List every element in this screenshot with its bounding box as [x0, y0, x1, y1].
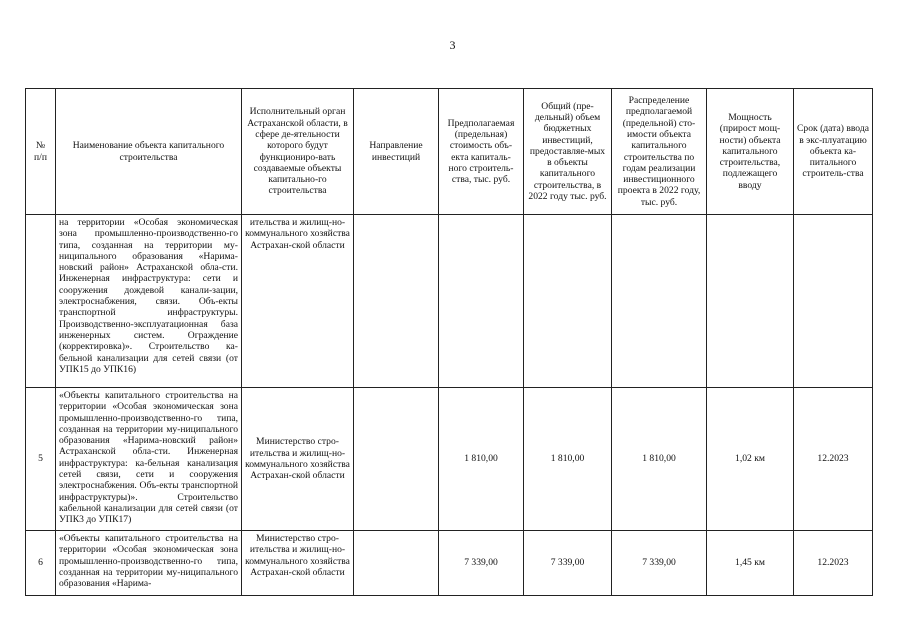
cost-distribution: 7 339,00: [612, 531, 707, 596]
table-row: [26, 215, 873, 388]
capacity: 1,45 км: [707, 531, 794, 596]
object-name: «Объекты капитального строительства на территории «Особая экономическая зона промышленно-производственно-го типа, созданная на территории му-ниципального образования «Нарима-новский район» Астраханской обла-сти. Инженерная инфраструктура: ка-бельная канализация сетей связи, сети и сооружения электроснабжения. Объ-екты транспортной инфраструктуры)». Строительство кабельной канализации для сетей связи (от УПК3 до УПК17): [56, 388, 242, 531]
commissioning-date: 12.2023: [794, 531, 873, 596]
header-name: Наименование объекта капитального строительства: [56, 89, 242, 215]
header-capacity: Мощность (прирост мощ-ности) объекта капитального строительства, подлежащего вводу: [707, 89, 794, 215]
executive-body: Министерство стро-ительства и жилищ-но-коммунального хозяйства Астрахан-ской области: [242, 388, 354, 531]
table-row: [26, 531, 873, 596]
row-num: 6: [26, 531, 56, 596]
investment-direction: [354, 531, 439, 596]
commissioning-date: 12.2023: [794, 388, 873, 531]
capital-construction-table: [25, 88, 873, 596]
header-num: № п/п: [26, 89, 56, 215]
budget-investment: 1 810,00: [524, 388, 612, 531]
estimated-cost: 1 810,00: [439, 388, 524, 531]
page-number: 3: [449, 38, 456, 52]
commissioning-date: [794, 215, 873, 388]
object-name: на территории «Особая экономическая зона промышленно-производственно-го типа, созданная на территории му-ниципального образования «Нарима-новский район» Астраханской обла-сти. Инженерная инфраструктура: сети и сооружения дождевой канали-зации, электроснабжения, связи. Объ-екты транспортной инфраструктуры. Производственно-эксплуатационная база инженерных систем. Ограждение (корректировка)». Строительство ка-бельной канализации для сетей связи (от УПК15 до УПК16): [56, 215, 242, 388]
estimated-cost: [439, 215, 524, 388]
budget-investment: [524, 215, 612, 388]
estimated-cost: 7 339,00: [439, 531, 524, 596]
budget-investment: 7 339,00: [524, 531, 612, 596]
row-num: 5: [26, 388, 56, 531]
header-distribution: Распределение предполагаемой (предельной) сто-имости объекта капитального строительства по годам реализации инвестиционного проекта в 2022 году, тыс. руб.: [612, 89, 707, 215]
capacity: [707, 215, 794, 388]
header-cost: Предполагаемая (предельная) стоимость объ-екта капиталь-ного строитель-ства, тыс. руб.: [439, 89, 524, 215]
table-row: [26, 388, 873, 531]
capacity: 1,02 км: [707, 388, 794, 531]
header-org: Исполнительный орган Астраханской области, в сфере де-ятельности которого будут функциониро-вать создаваемые объекты капитально-го строительства: [242, 89, 354, 215]
executive-body: ительства и жилищ-но-коммунального хозяйства Астрахан-ской области: [242, 215, 354, 388]
cost-distribution: [612, 215, 707, 388]
header-budget: Общий (пре-дельный) объем бюджетных инвестиций, предоставляе-мых в объекты капитального строительства, в 2022 году тыс. руб.: [524, 89, 612, 215]
header-deadline: Срок (дата) ввода в экс-плуатацию объекта ка-питального строитель-ства: [794, 89, 873, 215]
header-row: [26, 89, 873, 215]
object-name: «Объекты капитального строительства на территории «Особая экономическая зона промышленно-производственно-го типа, созданная на территории му-ниципального образования «Нарима-: [56, 531, 242, 596]
cost-distribution: 1 810,00: [612, 388, 707, 531]
row-num: [26, 215, 56, 388]
investment-direction: [354, 215, 439, 388]
executive-body: Министерство стро-ительства и жилищ-но-коммунального хозяйства Астрахан-ской области: [242, 531, 354, 596]
investment-direction: [354, 388, 439, 531]
header-direction: Направление инвестиций: [354, 89, 439, 215]
